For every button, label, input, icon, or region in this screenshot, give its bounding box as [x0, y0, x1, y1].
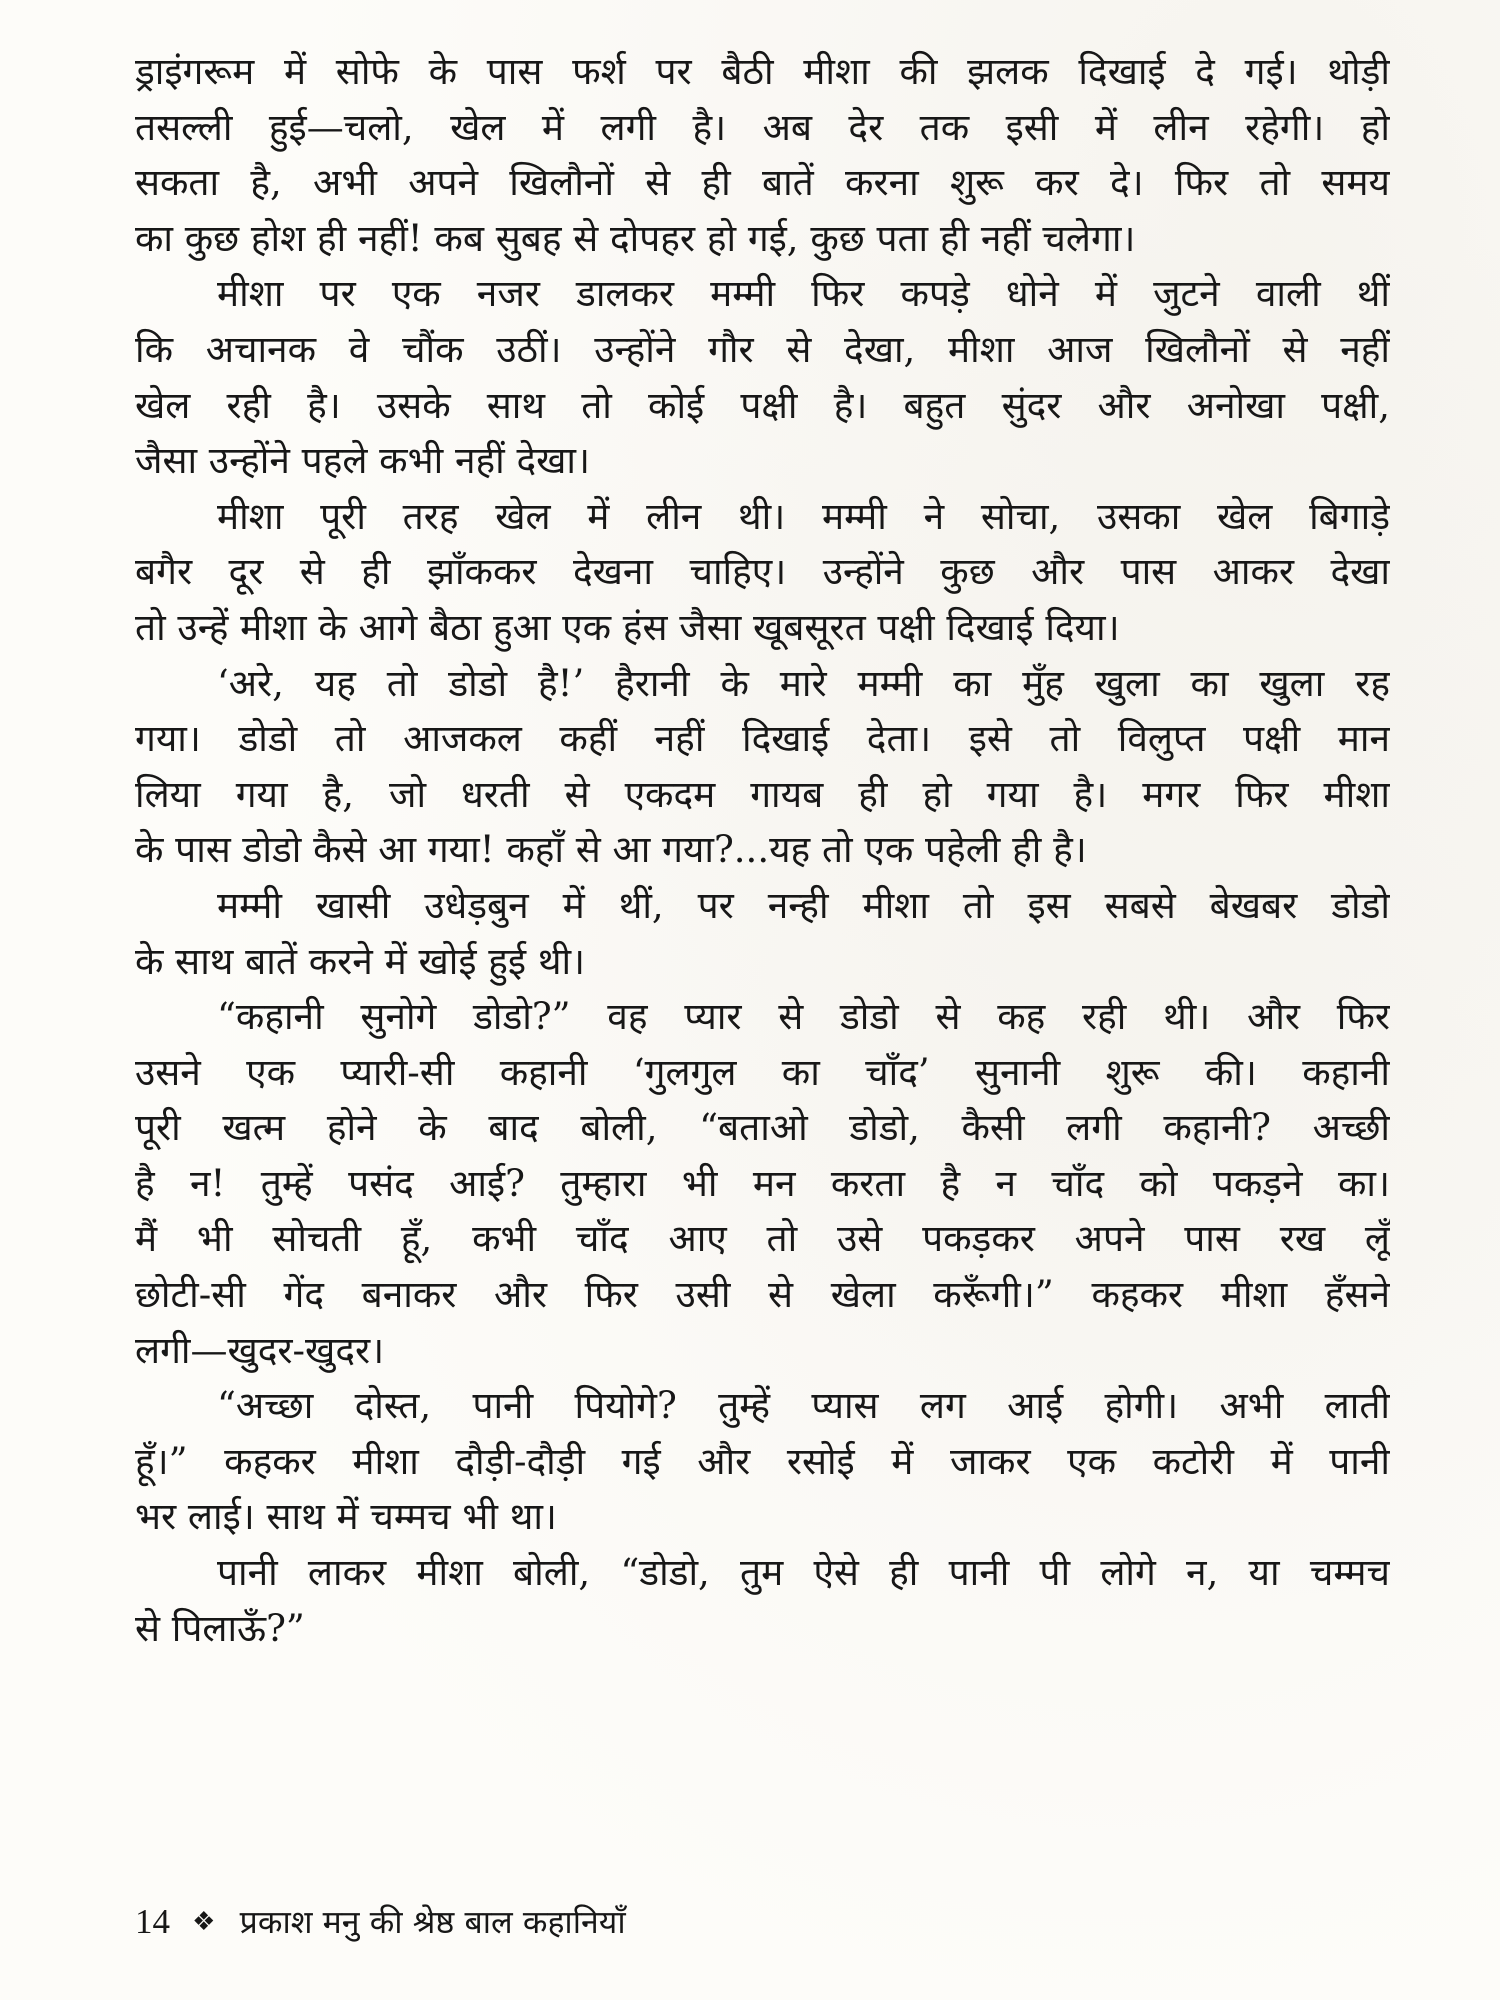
paragraph — [135, 1545, 1390, 1656]
text-line: जैसा उन्होंने पहले कभी नहीं देखा। — [135, 439, 591, 483]
text-line: पूरी खत्म होने के बाद बोली, “बताओ डोडो, कैसी लगी कहानी? अच्छी — [135, 1106, 1390, 1150]
text-line: के साथ बातें करने में खोई हुई थी। — [135, 939, 586, 983]
text-line: मीशा पर एक नजर डालकर मम्मी फिर कपड़े धोने में जुटने वाली थीं — [217, 272, 1390, 316]
text-line: हूँ।” कहकर मीशा दौड़ी-दौड़ी गई और रसोई में जाकर एक कटोरी में पानी — [135, 1439, 1390, 1483]
page-footer — [135, 1900, 626, 1943]
text-line: के पास डोडो कैसे आ गया! कहाँ से आ गया?...यह तो एक पहेली ही है। — [135, 828, 1087, 872]
text-line: लगी—खुदर-खुदर। — [135, 1328, 385, 1372]
paragraph — [135, 489, 1390, 656]
paragraph — [135, 878, 1390, 989]
text-line: मम्मी खासी उधेड़बुन में थीं, पर नन्ही मीशा तो इस सबसे बेखबर डोडो — [217, 883, 1390, 927]
text-line: से पिलाऊँ?” — [135, 1606, 305, 1650]
paragraph — [135, 1378, 1390, 1545]
text-line: मैं भी सोचती हूँ, कभी चाँद आए तो उसे पकड़कर अपने पास रख लूँ — [135, 1217, 1390, 1261]
text-line: “अच्छा दोस्त, पानी पियोगे? तुम्हें प्यास लग आई होगी। अभी लाती — [217, 1384, 1390, 1428]
text-line: मीशा पूरी तरह खेल में लीन थी। मम्मी ने सोचा, उसका खेल बिगाड़े — [217, 494, 1390, 538]
paragraph — [135, 989, 1390, 1378]
text-line: पानी लाकर मीशा बोली, “डोडो, तुम ऐसे ही पानी पी लोगे न, या चम्मच — [217, 1551, 1390, 1595]
text-line: ड्राइंगरूम में सोफे के पास फर्श पर बैठी मीशा की झलक दिखाई दे गई। थोड़ी — [135, 50, 1390, 93]
page-number: 14 — [135, 1902, 170, 1941]
text-line: ‘अरे, यह तो डोडो है!’ हैरानी के मारे मम्मी का मुँह खुला का खुला रह — [217, 661, 1390, 705]
text-line: सकता है, अभी अपने खिलौनों से ही बातें करना शुरू कर दे। फिर तो समय — [135, 161, 1390, 205]
text-line: तसल्ली हुई—चलो, खेल में लगी है। अब देर तक इसी में लीन रहेगी। हो — [135, 105, 1390, 149]
paragraph — [135, 44, 1390, 266]
paragraph — [135, 266, 1390, 488]
text-line: बगैर दूर से ही झाँककर देखना चाहिए। उन्होंने कुछ और पास आकर देखा — [135, 550, 1390, 594]
text-line: छोटी-सी गेंद बनाकर और फिर उसी से खेला करूँगी।” कहकर मीशा हँसने — [135, 1273, 1390, 1317]
text-line: भर लाई। साथ में चम्मच भी था। — [135, 1495, 557, 1539]
text-line: गया। डोडो तो आजकल कहीं नहीं दिखाई देता। इसे तो विलुप्त पक्षी मान — [135, 717, 1390, 761]
paragraph — [135, 656, 1390, 878]
text-line: लिया गया है, जो धरती से एकदम गायब ही हो गया है। मगर फिर मीशा — [135, 772, 1390, 816]
book-title: प्रकाश मनु की श्रेष्ठ बाल कहानियाँ — [239, 1903, 626, 1941]
story-text — [135, 44, 1390, 1656]
text-line: का कुछ होश ही नहीं! कब सुबह से दोपहर हो गई, कुछ पता ही नहीं चलेगा। — [135, 216, 1136, 260]
text-line: तो उन्हें मीशा के आगे बैठा हुआ एक हंस जैसा खूबसूरत पक्षी दिखाई दिया। — [135, 605, 1120, 649]
diamond-ornament-icon: ❖ — [192, 1907, 216, 1937]
text-line: उसने एक प्यारी-सी कहानी ‘गुलगुल का चाँद’ सुनानी शुरू की। कहानी — [135, 1050, 1390, 1094]
text-line: है न! तुम्हें पसंद आई? तुम्हारा भी मन करता है न चाँद को पकड़ने का। — [135, 1161, 1390, 1205]
text-line: कि अचानक वे चौंक उठीं। उन्होंने गौर से देखा, मीशा आज खिलौनों से नहीं — [135, 327, 1390, 371]
text-line: खेल रही है। उसके साथ तो कोई पक्षी है। बहुत सुंदर और अनोखा पक्षी, — [135, 383, 1390, 427]
text-line: “कहानी सुनोगे डोडो?” वह प्यार से डोडो से कह रही थी। और फिर — [217, 995, 1390, 1039]
